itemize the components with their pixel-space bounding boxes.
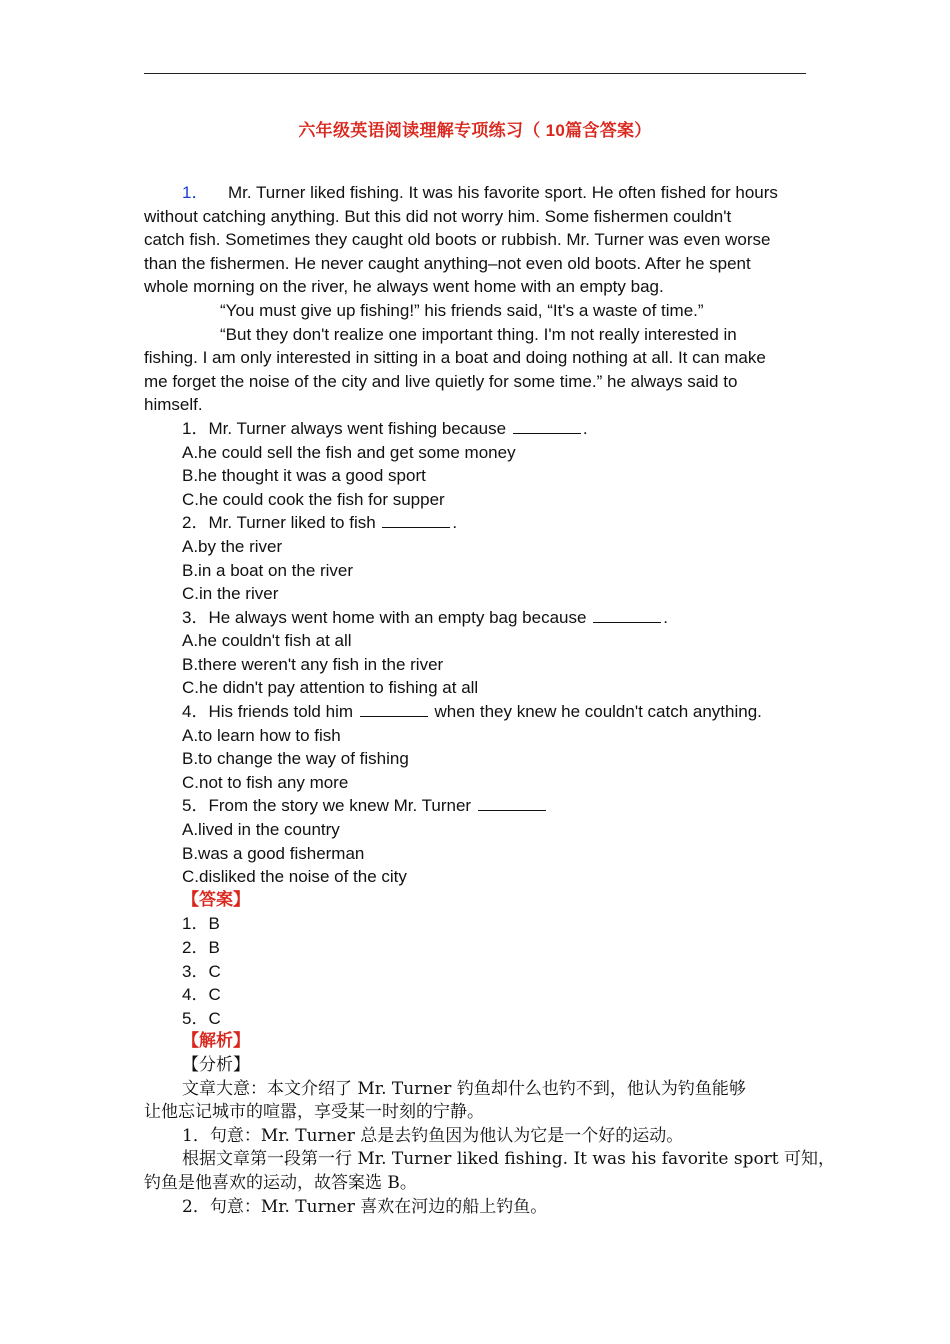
- analysis-line: 钓鱼是他喜欢的运动，故答案选 B。: [144, 1172, 417, 1193]
- analysis-line: 让他忘记城市的喧嚣，享受某一时刻的宁静。: [144, 1102, 484, 1123]
- quote-line: “You must give up fishing!” his friends said, “It's a waste of time.”: [220, 300, 704, 320]
- question-option: A.by the river: [182, 536, 283, 556]
- passage-line: without catching anything. But this did not worry him. Some fishermen couldn't: [144, 206, 732, 226]
- answer-blank: [478, 794, 546, 811]
- header-rule: [144, 73, 806, 74]
- answer-item: 2．B: [182, 938, 220, 957]
- question-option: A.he couldn't fish at all: [182, 631, 352, 651]
- analysis-line: 2．句意：Mr. Turner 喜欢在河边的船上钓鱼。: [182, 1196, 548, 1217]
- analysis-heading: 【解析】: [182, 1031, 250, 1052]
- question-option: C.disliked the noise of the city: [182, 867, 407, 887]
- question-option: C.he could cook the fish for supper: [182, 489, 445, 509]
- answer-blank: [360, 700, 428, 717]
- answer-blank: [593, 606, 661, 623]
- document-body: [144, 181, 836, 1219]
- quote-line: fishing. I am only interested in sitting in a boat and doing nothing at all. It can make: [144, 348, 766, 368]
- question-option: B.he thought it was a good sport: [182, 466, 426, 486]
- question-stem: 5．From the story we knew Mr. Turner: [144, 794, 806, 818]
- question-stem: 1．Mr. Turner always went fishing because .: [182, 418, 588, 438]
- answer-item: 1．B: [182, 914, 220, 934]
- passage-line: whole morning on the river, he always went home with an empty bag.: [144, 277, 664, 297]
- question-option: A.to learn how to fish: [182, 725, 341, 745]
- question-option: B.was a good fisherman: [182, 843, 365, 863]
- answer-item: 5．C: [182, 1008, 221, 1028]
- analysis-line: 1．句意：Mr. Turner 总是去钓鱼因为他认为它是一个好的运动。: [182, 1125, 684, 1146]
- analysis-subheading: 【分析】: [182, 1054, 250, 1075]
- analysis-line: 根据文章第一段第一行 Mr. Turner liked fishing. It was his favorite sport 可知，: [182, 1149, 836, 1170]
- quote-line: “But they don't realize one important thing. I'm not really interested in: [220, 324, 737, 344]
- passage-line: than the fishermen. He never caught anything–not even old boots. After he spent: [144, 253, 751, 273]
- passage-number: 1．: [182, 183, 209, 202]
- question-option: B.in a boat on the river: [182, 560, 354, 580]
- question-option: C.he didn't pay attention to fishing at all: [182, 678, 479, 698]
- answer-blank: [382, 511, 450, 528]
- answer-item: 3．C: [182, 961, 221, 981]
- question-option: A.lived in the country: [182, 820, 340, 840]
- question-option: B.there weren't any fish in the river: [182, 654, 444, 674]
- answer-heading: 【答案】: [182, 889, 250, 910]
- question-stem: 2．Mr. Turner liked to fish .: [182, 513, 458, 533]
- question-option: A.he could sell the fish and get some money: [182, 442, 516, 462]
- question-option: C.in the river: [182, 584, 279, 604]
- passage-line: 1． Mr. Turner liked fishing. It was his favorite sport. He often fished for hours: [144, 181, 806, 205]
- analysis-line: 文章大意：本文介绍了 Mr. Turner 钓鱼却什么也钓不到，他认为钓鱼能够: [182, 1078, 746, 1099]
- quote-line: himself.: [144, 395, 203, 415]
- answer-blank: [513, 417, 581, 434]
- passage-line: catch fish. Sometimes they caught old boots or rubbish. Mr. Turner was even worse: [144, 230, 771, 250]
- question-stem: 3．He always went home with an empty bag because .: [182, 607, 668, 627]
- answer-item: 4．C: [182, 985, 221, 1005]
- document-title: 六年级英语阅读理解专项练习（ 10篇含答案）: [298, 121, 652, 140]
- question-option: B.to change the way of fishing: [182, 749, 409, 769]
- question-option: C.not to fish any more: [182, 772, 349, 792]
- quote-line: me forget the noise of the city and live quietly for some time.” he always said to: [144, 371, 738, 391]
- question-stem: 4．His friends told him when they knew he couldn't catch anything.: [182, 702, 762, 722]
